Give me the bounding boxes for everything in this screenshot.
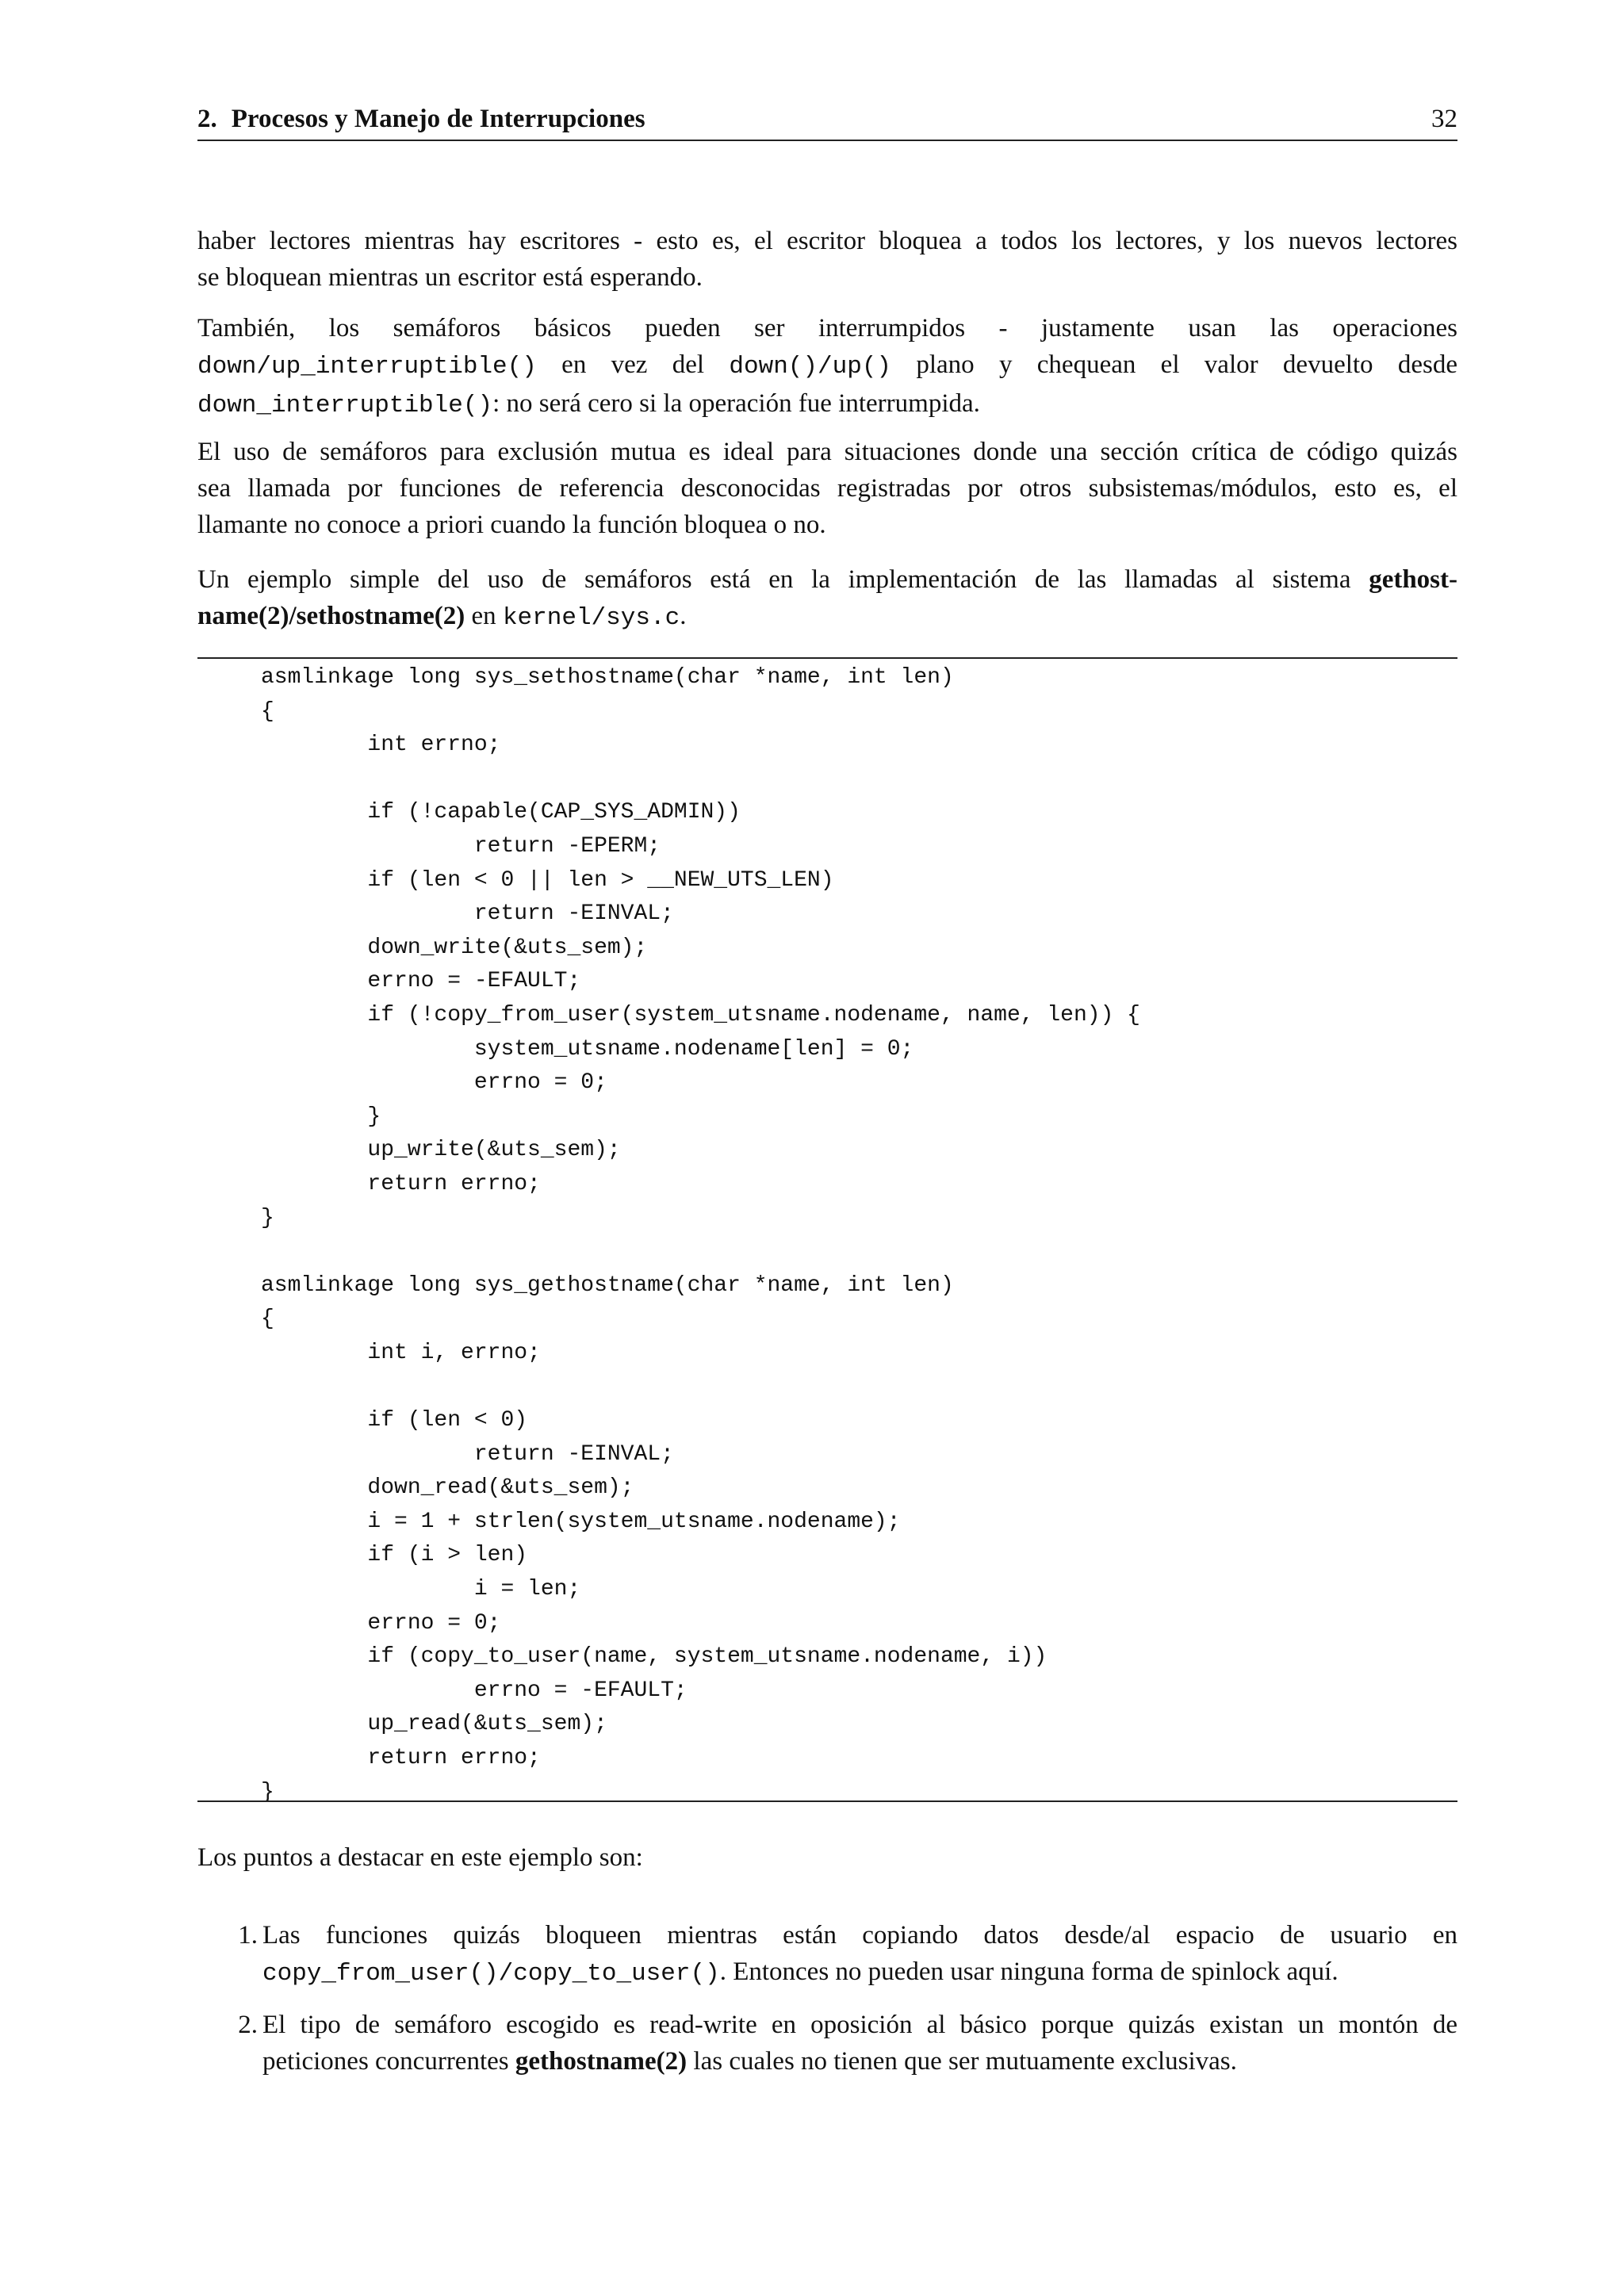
code-line: return errno; [261, 1171, 541, 1196]
code-line: if (i > len) [261, 1543, 528, 1568]
code-line [261, 1370, 1140, 1404]
list-marker: 2. [238, 2011, 258, 2039]
code-line: int errno; [261, 733, 501, 758]
paragraph-4 [197, 561, 1457, 637]
code-line: errno = 0; [261, 1610, 501, 1636]
code-line: } [261, 1104, 381, 1129]
chapter-heading [197, 105, 645, 134]
paragraph-4-line-1: Un ejemplo simple del uso de semáforos está en la implementación de las llamadas al sistema gethost- [197, 565, 1457, 594]
code-listing [261, 661, 1140, 1809]
paragraph-3-line-3: llamante no conoce a priori cuando la función bloquea o no. [197, 511, 826, 539]
code-line: { [261, 698, 274, 724]
code-line [261, 763, 1140, 797]
code-line: errno = 0; [261, 1070, 607, 1096]
document-page [197, 0, 1457, 2296]
paragraph-3 [197, 434, 1457, 543]
inline-code-down-interruptible: down_interruptible() [197, 392, 493, 419]
running-header [197, 101, 1457, 141]
list-item-text: Las funciones quizás bloqueen mientras están copiando datos desde/al espacio de usuario en copy_from_user()/copy_to_user(). Entonces no pueden usar ninguna forma de spinlock aquí. [262, 1921, 1457, 1988]
code-line: int i, errno; [261, 1340, 541, 1365]
inline-code-kernel-sys: kernel/sys.c [502, 604, 680, 632]
code-line: if (!capable(CAP_SYS_ADMIN)) [261, 800, 741, 825]
code-line: up_write(&uts_sem); [261, 1138, 621, 1163]
code-line: if (!copy_from_user(system_utsname.nodename, name, len)) { [261, 1002, 1140, 1027]
code-line: asmlinkage long sys_sethostname(char *name, int len) [261, 665, 954, 690]
inline-code-interruptible: down/up_interruptible() [197, 353, 537, 381]
code-line: { [261, 1307, 274, 1332]
code-line: if (len < 0) [261, 1408, 528, 1433]
list-item-text: El tipo de semáforo escogido es read-write en oposición al básico porque quizás existan un montón de peticiones concurrentes gethostname(2) las cuales no tienen que ser mutuamente exclusivas. [262, 2011, 1457, 2076]
paragraph-3-line-1: El uso de semáforos para exclusión mutua es ideal para situaciones donde una sección crítica de código quizás [197, 438, 1457, 466]
paragraph-5: Los puntos a destacar en este ejemplo son: [197, 1843, 643, 1872]
paragraph-1-line-1: haber lectores mientras hay escritores - esto es, el escritor bloquea a todos los lectores, y los nuevos lectores [197, 227, 1457, 255]
code-line: } [261, 1779, 274, 1804]
bold-syscall-names: name(2)/sethostname(2) [197, 602, 465, 630]
code-line: i = len; [261, 1577, 581, 1602]
code-line: } [261, 1205, 274, 1230]
bold-gethostname: gethostname(2) [515, 2047, 688, 2076]
code-line: return -EPERM; [261, 833, 661, 859]
code-line: if (len < 0 || len > __NEW_UTS_LEN) [261, 867, 834, 893]
code-top-rule [197, 657, 1457, 659]
paragraph-2 [197, 310, 1457, 424]
paragraph-2-line-1: También, los semáforos básicos pueden ser interrumpidos - justamente usan las operaciones [197, 314, 1457, 342]
code-line: down_read(&uts_sem); [261, 1475, 634, 1501]
bold-gethost: gethost- [1369, 565, 1457, 594]
code-line: errno = -EFAULT; [261, 1678, 688, 1703]
chapter-number: 2. [197, 105, 217, 133]
code-line: return -EINVAL; [261, 1441, 674, 1467]
paragraph-3-line-2: sea llamada por funciones de referencia desconocidas registradas por otros subsistemas/módulos, esto es, el [197, 474, 1457, 503]
code-bottom-rule [197, 1800, 1457, 1802]
code-line: system_utsname.nodename[len] = 0; [261, 1036, 914, 1062]
list-marker: 1. [238, 1921, 258, 1950]
inline-code-down-up: down()/up() [729, 353, 892, 381]
code-line: up_read(&uts_sem); [261, 1712, 607, 1737]
code-line: errno = -EFAULT; [261, 969, 581, 994]
paragraph-1 [197, 223, 1457, 296]
code-line: i = 1 + strlen(system_utsname.nodename); [261, 1509, 901, 1534]
code-line: if (copy_to_user(name, system_utsname.nodename, i)) [261, 1644, 1048, 1670]
code-line [261, 1235, 1140, 1269]
paragraph-2-line-2: down/up_interruptible() en vez del down()/up() plano y chequean el valor devuelto desde [197, 350, 1457, 381]
paragraph-2-line-3: down_interruptible(): no será cero si la operación fue interrumpida. [197, 389, 980, 419]
inline-code-copy-user: copy_from_user()/copy_to_user() [262, 1960, 720, 1988]
code-line: asmlinkage long sys_gethostname(char *name, int len) [261, 1272, 954, 1298]
chapter-title: Procesos y Manejo de Interrupciones [231, 105, 645, 133]
code-line: return errno; [261, 1746, 541, 1770]
code-line: return -EINVAL; [261, 901, 674, 927]
page-number: 32 [1431, 105, 1457, 133]
paragraph-4-line-2: name(2)/sethostname(2) en kernel/sys.c. [197, 602, 687, 632]
code-line: down_write(&uts_sem); [261, 935, 648, 960]
paragraph-1-line-2: se bloquean mientras un escritor está esperando. [197, 263, 703, 292]
